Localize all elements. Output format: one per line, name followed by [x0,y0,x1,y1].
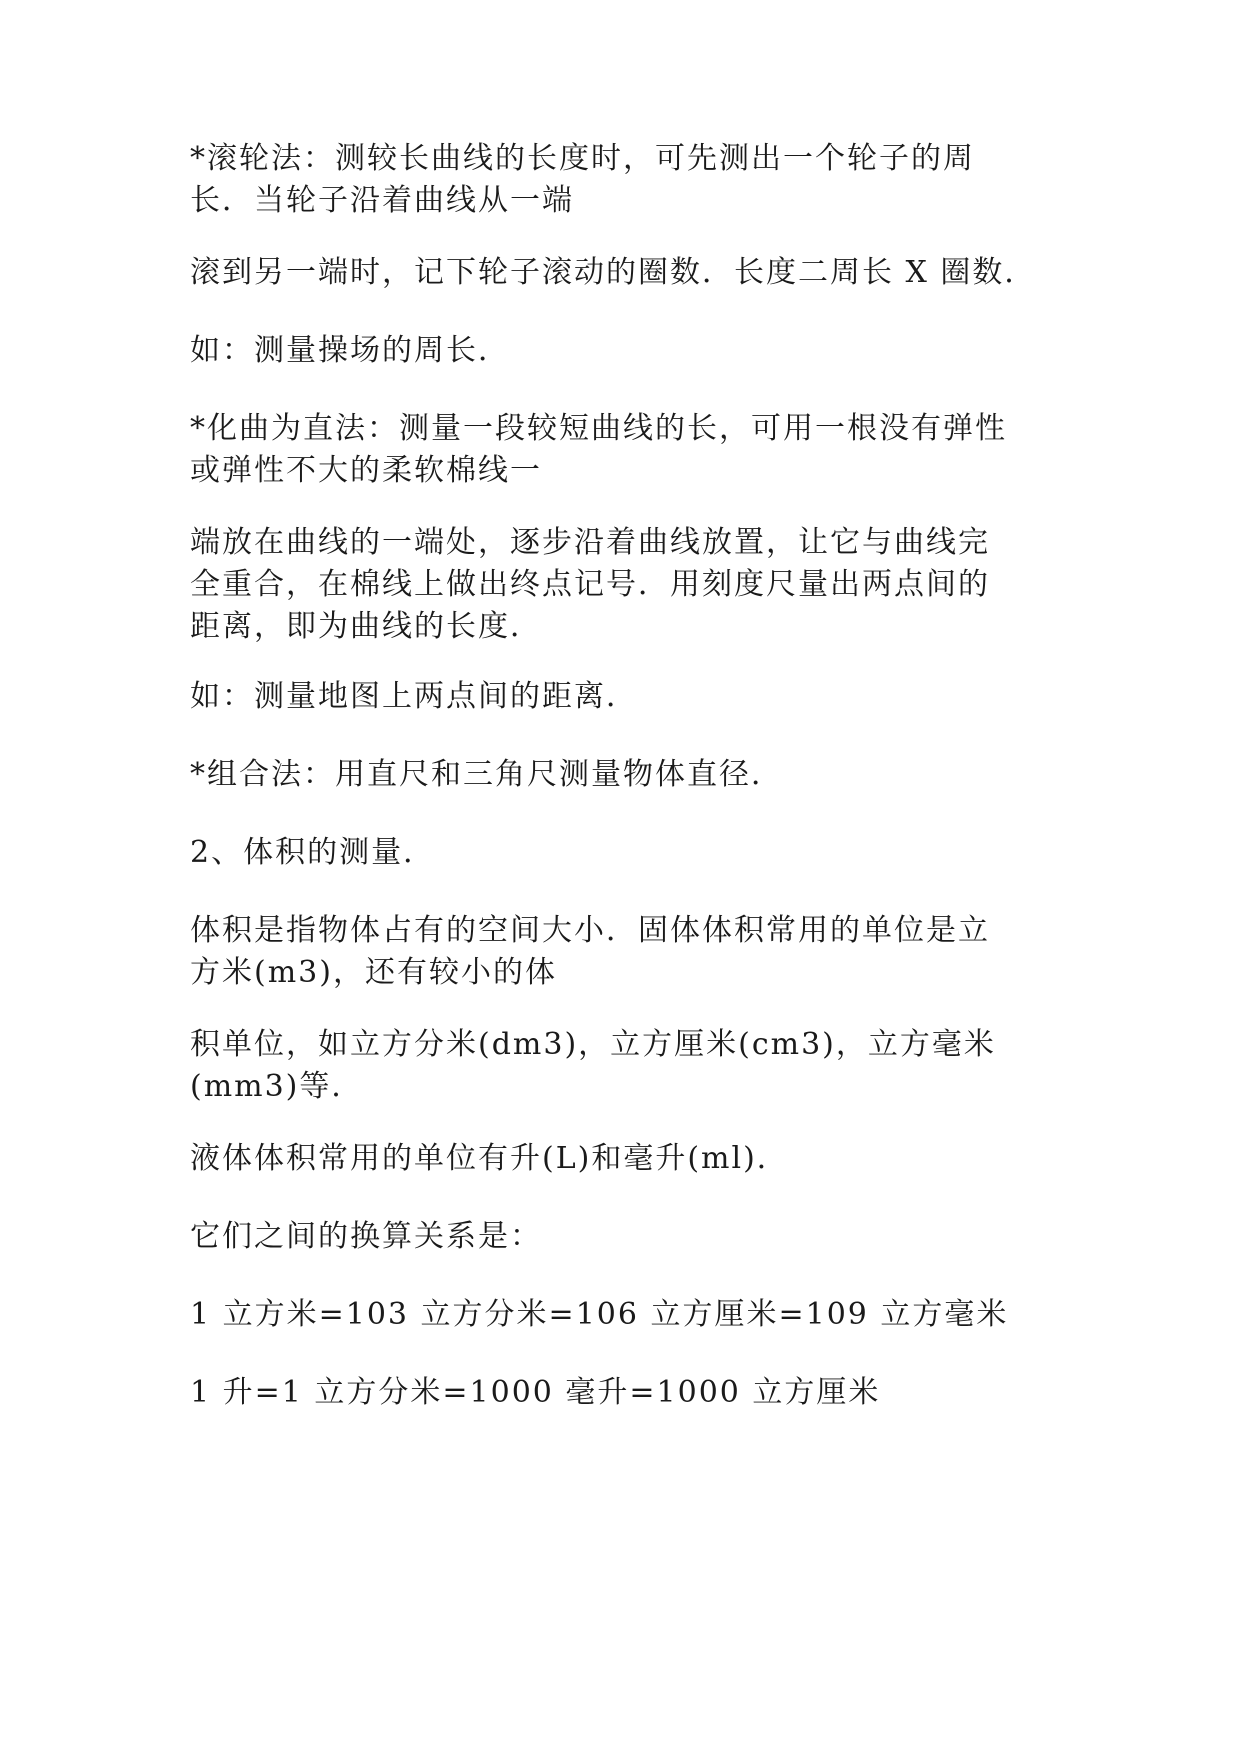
text-line: *组合法：用直尺和三角尺测量物体直径． [190,757,783,792]
text-line: 滚到另一端时，记下轮子滚动的圈数．长度二周长 X 圈数． [190,255,1037,290]
text-line: *滚轮法：测较长曲线的长度时，可先测出一个轮子的周 [190,141,975,176]
paragraph-liquid-units [190,1138,1050,1180]
section-heading-volume [190,832,1050,874]
text-line: 如：测量地图上两点间的距离． [190,679,638,714]
text-line: 如：测量操场的周长． [190,333,510,368]
text-line: 1 升=1 立方分米=1000 毫升=1000 立方厘米 [190,1375,881,1410]
text-line: 长．当轮子沿着曲线从一端 [190,183,574,218]
paragraph-conversion-intro [190,1216,1050,1258]
paragraph-curve-to-straight-continued [190,522,1050,648]
paragraph-conversion-liter [190,1372,1050,1414]
text-line: 1 立方米=103 立方分米=106 立方厘米=109 立方毫米 [190,1297,1009,1332]
paragraph-example-map [190,676,1050,718]
text-line: 它们之间的换算关系是： [190,1219,542,1254]
text-line: 体积是指物体占有的空间大小．固体体积常用的单位是立 [190,913,990,948]
text-line: 全重合，在棉线上做出终点记号．用刻度尺量出两点间的 [190,567,990,602]
text-line: 方米(m3)，还有较小的体 [190,955,557,990]
text-line: *化曲为直法：测量一段较短曲线的长，可用一根没有弹性 [190,411,1007,446]
paragraph-example-playground [190,330,1050,372]
paragraph-combination-method [190,754,1050,796]
text-line: 端放在曲线的一端处，逐步沿着曲线放置，让它与曲线完 [190,525,990,560]
paragraph-volume-units [190,1024,1050,1108]
paragraph-conversion-cubic [190,1294,1050,1336]
paragraph-rolling-wheel-continued [190,252,1050,294]
text-line: 或弹性不大的柔软棉线一 [190,453,542,488]
paragraph-curve-to-straight-method [190,408,1050,492]
text-line: (mm3)等． [190,1069,364,1104]
text-line: 2、体积的测量． [190,835,436,870]
paragraph-volume-definition [190,910,1050,994]
text-line: 液体体积常用的单位有升(L)和毫升(ml)． [190,1141,789,1176]
paragraph-rolling-wheel-method [190,138,1050,222]
text-line: 距离，即为曲线的长度． [190,609,542,644]
text-line: 积单位，如立方分米(dm3)，立方厘米(cm3)，立方毫米 [190,1027,996,1062]
